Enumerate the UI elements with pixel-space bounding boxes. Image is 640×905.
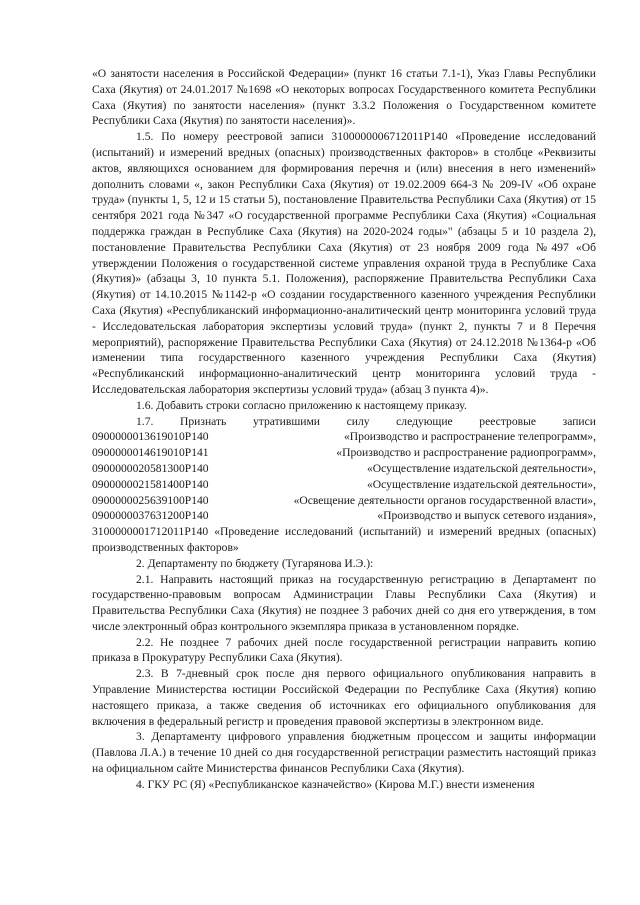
paragraph-3: 3. Департаменту цифрового управления бюджетным процессом и защиты информации (Павлова Л.А.) в течение 10 дней со дня государственной регистрации разместить настоящий приказ на официальном сайте Министерства финансов Республики Саха (Якутия).	[92, 730, 596, 776]
heading-word: записи	[562, 414, 596, 428]
paragraph-2-1: 2.1. Направить настоящий приказ на государственную регистрацию в Департамент по государственно-правовым вопросам Администрации Главы Республики Саха (Якутия) и Правительства Республики Саха (Якутия) не позднее 3 рабочих дней со дня его утверждения, в том числе электронный образ контрольного экземпляра приказа в установленном порядке.	[92, 572, 596, 633]
registry-entry	[92, 429, 596, 445]
registry-code: 0900000013619010Р140	[92, 430, 209, 444]
registry-entry	[92, 508, 596, 524]
paragraph-intro-continuation: «О занятости населения в Российской Федерации» (пункт 16 статьи 7.1-1), Указ Главы Республики Саха (Якутия) от 24.01.2017 №1698 «О некоторых вопросах Государственного комитета Республики Саха (Якутия) по занятости населения» (пункт 3.3.2 Положения о Государственном комитете Республики Саха (Якутия) по занятости населения)».	[92, 67, 596, 128]
heading-word: Признать	[179, 414, 227, 428]
registry-entry	[92, 493, 596, 509]
heading-word: следующие	[396, 414, 453, 428]
paragraph-1-5: 1.5. По номеру реестровой записи 3100000006712011Р140 «Проведение исследований (испытаний) и измерений вредных (опасных) производственных факторов» в столбце «Реквизиты актов, являющихся основанием для формирования перечня и (или) внесения в него изменений» дополнить словами «, закон Республики Саха (Якутия) от 19.02.2009 664-З № 209-IV «Об охране труда» (пункты 1, 5, 12 и 15 статьи 5), постановление Правительства Республики Саха (Якутия) от 15 сентября 2021 года №347 «О государственной программе Республики Саха (Якутия) «Социальная поддержка граждан в Республике Саха (Якутия) на 2020-2024 годы»" (абзацы 5 и 10 раздела 2), постановление Правительства Республики Саха (Якутия) от 23 ноября 2009 года №497 «Об утверждении Положения о государственной системе управления охраной труда в Республике Саха (Якутия)» (абзацы 3, 10 пункта 5.1. Положения), распоряжение Правительства Республики Саха (Якутия) от 14.10.2015 №1142-р «О создании государственного казенного учреждения Республики Саха (Якутия) «Республиканский информационно-аналитический центр мониторинга условий труда - Исследовательская лаборатория экспертизы условий труда» (пункт 2, пункты 7 и 8 Перечня мероприятий), распоряжение Правительства Республики Саха (Якутия) от 24.12.2018 №1364-р «Об изменении типа государственного казенного учреждения Республики Саха (Якутия) «Республиканский информационно-аналитический центр мониторинга условий труда - Исследовательская лаборатория экспертизы условий труда» (абзац 3 пункта 4)».	[92, 130, 596, 396]
registry-description: «Освещение деятельности органов государственной власти»,	[293, 493, 596, 507]
document-page	[92, 66, 596, 793]
heading-word: 1.7.	[136, 414, 154, 428]
registry-code: 0900000021581400Р140	[92, 477, 209, 491]
paragraph-1-7-heading	[92, 414, 596, 430]
heading-word: реестровые	[479, 414, 537, 428]
paragraph-2: 2. Департаменту по бюджету (Тугарянова И.Э.):	[136, 556, 374, 570]
paragraph-1-7	[92, 414, 596, 556]
registry-code: 0900000014619010Р141	[92, 446, 209, 460]
paragraph-2-2: 2.2. Не позднее 7 рабочих дней после государственной регистрации направить копию приказа в Прокуратуру Республики Саха (Якутия).	[92, 635, 596, 665]
registry-description: «Осуществление издательской деятельности»,	[367, 477, 596, 491]
registry-description: «Производство и распространение радиопрограмм»,	[336, 446, 596, 460]
registry-entry	[92, 477, 596, 493]
registry-entry	[92, 445, 596, 461]
registry-code: 0900000037631200Р140	[92, 509, 209, 523]
registry-code: 0900000020581300Р140	[92, 461, 209, 475]
registry-description: «Осуществление издательской деятельности»,	[367, 461, 596, 475]
paragraph-1-6: 1.6. Добавить строки согласно приложению к настоящему приказу.	[136, 398, 467, 412]
registry-code: 0900000025639100Р140	[92, 493, 209, 507]
registry-description: «Производство и выпуск сетевого издания»,	[377, 509, 596, 523]
heading-word: утратившими	[252, 414, 321, 428]
registry-description: «Производство и распространение телепрограмм»,	[344, 430, 596, 444]
registry-entry-last: 3100000001712011Р140 «Проведение исследований (испытаний) и измерений вредных (опасных) производственных факторов»	[92, 525, 596, 554]
registry-entry	[92, 461, 596, 477]
heading-word: силу	[346, 414, 370, 428]
paragraph-2-3: 2.3. В 7-дневный срок после дня первого официального опубликования направить в Управление Министерства юстиции Российской Федерации по Республике Саха (Якутия) копию настоящего приказа, а также сведения об источниках его официального опубликования для включения в федеральный регистр и проведения правовой экспертизы в электронном виде.	[92, 667, 596, 728]
paragraph-4: 4. ГКУ РС (Я) «Республиканское казначейство» (Кирова М.Г.) внести изменения	[136, 777, 535, 791]
